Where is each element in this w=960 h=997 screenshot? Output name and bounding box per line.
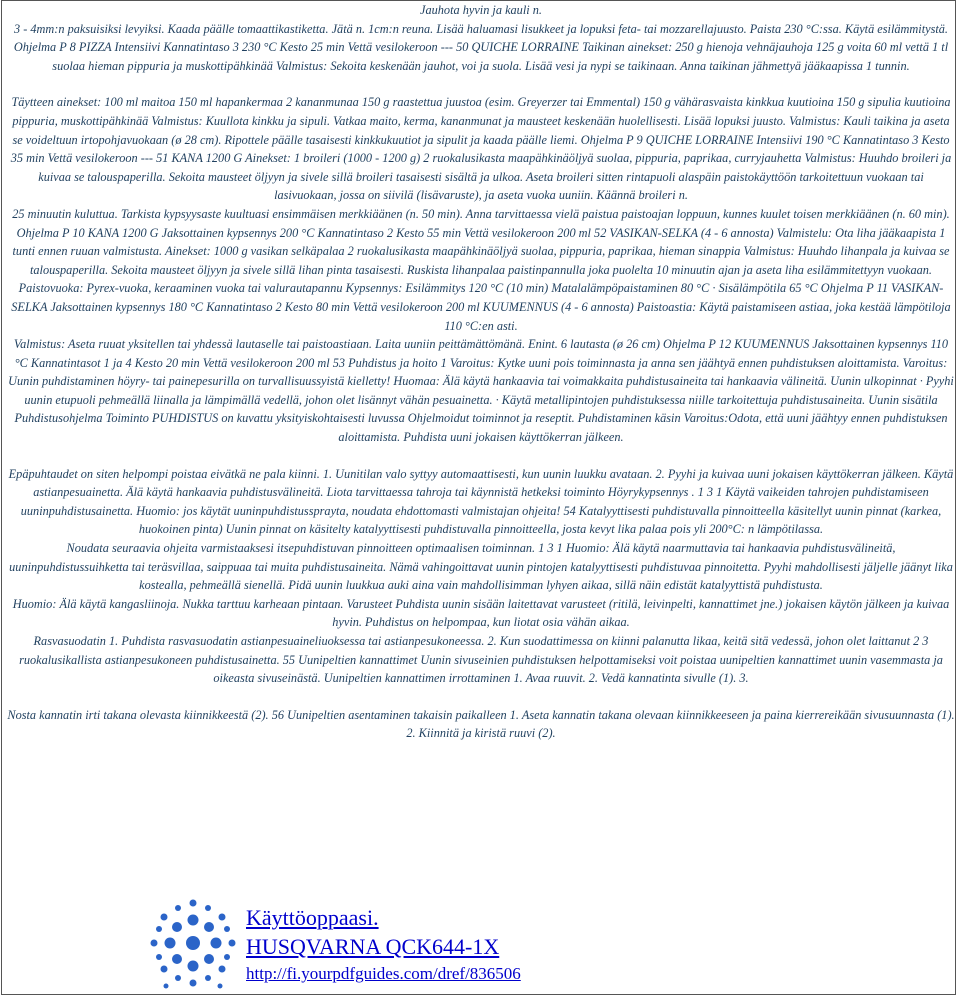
- footer-links: [246, 903, 521, 987]
- paragraph-gap: [6, 447, 956, 465]
- page-frame: [1, 0, 956, 995]
- paragraph-5: Ohjelma P 10 KANA 1200 G Jaksottainen kypsennys 200 °C Kannatintaso 2 Kesto 55 min Vettä vesilokeroon 200 ml 52 VASIKAN-SELKA (4 - 6 annosta) Valmistelu: Ota liha jääkaapista 1 tunti ennen ruuan valmistusta. Ainekset: 1000 g vasikan selkäpalaa 2 ruokalusikasta maapähkinäöljyä suolaa, pippuria, paprikaa, hieman sinappia Valmistus: Huuhdo lihanpala ja kuivaa se talouspaperilla. Sekoita mausteet öljyyn ja sivele sillä lihan pinta tasaisesti. Ruskista lihanpalaa paistinpannulla joka puolelta 10 minuutin ajan ja aseta liha esilämmitettyyn vuokaan. Paistovuoka: Pyrex-vuoka, keraaminen vuoka tai valurautapannu Kypsennys: Esilämmitys 120 °C (10 min) Matalalämpöpaistaminen 80 °C · Sisälämpötila 65 °C Ohjelma P 11 VASIKAN-SELKA Jaksottainen kypsennys 180 °C Kannatintaso 2 Kesto 80 min Vettä vesilokeroon 200 ml KUUMENNUS (4 - 6 annosta) Paistoastia: Käytä paistamiseen astiaa, joka kestää lämpötiloja 110 °C:en asti.: [11, 225, 951, 333]
- paragraph-gap: [6, 688, 956, 706]
- paragraph-2: 3 - 4mm:n paksuisiksi levyiksi. Kaada päälle tomaattikastiketta. Jätä n. 1cm:n reuna. Lisää haluamasi lisukkeet ja lopuksi feta- tai mozzarellajuusto. Paista 230 °C:ssa. Käytä esilämmitystä. Ohjelma P 8 PIZZA Intensiivi Kannatintaso 3 230 °C Kesto 25 min Vettä vesilokeroon --- 50 QUICHE LORRAINE Taikinan ainekset: 250 g hienoja vehnäjauhoja 125 g voita 60 ml vettä 1 tl suolaa hieman pippuria ja muskottipähkinää Valmistus: Sekoita keskenään jauhot, voi ja suola. Lisää vesi ja nypi se taikinaan. Anna taikinan jähmettyä jääkaapissa 1 tunnin.: [13, 21, 949, 73]
- manual-link[interactable]: Käyttöoppaasi.: [246, 905, 379, 930]
- paragraph-7: Epäpuhtaudet on siten helpompi poistaa eivätkä ne pala kiinni. 1. Uunitilan valo syttyy automaattisesti, kun uunin luukku avataan. 2. Pyyhi ja kuivaa uuni jokaisen käyttökerran jälkeen. Käytä astianpesuainetta. Älä käytä hankaavia puhdistusvälineitä. Liota tarvittaessa tahroja tai käynnistä hetkeksi toiminto Höyrykypsennys . 1 3 1 Käytä vaikeiden tahrojen puhdistamiseen uuninpuhdistusainetta. Huomio: jos käytät uuninpuhdistussprayta, noudata ehdottomasti valmistajan ohjeita! 54 Katalyyttisesti puhdistuvalla pinnoitteella käsitellyt uunin pinnat (karkea, huokoinen pinta) Uunin pinnat on käsitelty katalyyttisesti puhdistuvalla pinnoitteella, josta kevyt lika palaa pois yli 200°C: n lämpötilassa.: [8, 466, 954, 537]
- paragraph-3: Täytteen ainekset: 100 ml maitoa 150 ml hapankermaa 2 kananmunaa 150 g raastettua juustoa (esim. Greyerzer tai Emmental) 150 g vähärasvaista kinkkua kuutioina 150 g sipulia kuutioina pippuria, muskottipähkinää Valmistus: Kuullota kinkku ja sipuli. Vatkaa maito, kerma, kananmunat ja mausteet keskenään huolellisesti. Lisää lopuksi juusto. Valmistus: Kauli taikina ja aseta se voideltuun irtopohjavuokaan (ø 28 cm). Ripottele päälle tasaisesti kinkkukuutiot ja sipulit ja kaada päälle liemi. Ohjelma P 9 QUICHE LORRAINE Intensiivi 190 °C Kannatintaso 3 Kesto 35 min Vettä vesilokeroon --- 51 KANA 1200 G Ainekset: 1 broileri (1000 - 1200 g) 2 ruokalusikasta maapähkinäöljyä suolaa, pippuria, paprikaa, curryjauhetta Valmistus: Huuhdo broileri ja kuivaa se talouspaperilla. Sekoita mausteet öljyyn ja sivele sillä broileri tasaisesti sisältä ja ulkoa. Aseta broileri sitten rintapuoli alaspäin paistokäyttöön tarkoitettuun vuokaan tai lasivuokaan, jossa on siivilä (lisävaruste), ja aseta vuoka uuniin. Käännä broileri n.: [10, 95, 952, 203]
- page-footer: [150, 899, 710, 993]
- paragraph-11: Nosta kannatin irti takana olevasta kiinnikkeestä (2). 56 Uunipeltien asentaminen takaisin paikalleen 1. Aseta kannatin takana olevaan kiinnikkeeseen ja paina kierrereikään sivusuunnasta (1). 2. Kiinnitä ja kiristä ruuvi (2).: [7, 707, 955, 741]
- paragraph-gap: [6, 75, 956, 93]
- document-body: [6, 1, 956, 743]
- yourpdfguides-logo-icon: [150, 899, 236, 991]
- paragraph-9: Huomio: Älä käytä kangasliinoja. Nukka tarttuu karheaan pintaan. Varusteet Puhdista uunin sisään laitettavat varusteet (ritilä, leivinpelti, kannattimet jne.) jokaisen käytön jälkeen ja kuivaa hyvin. Puhdistus on helpompaa, kun liotat osia vähän aikaa.: [12, 596, 950, 630]
- guide-url-link[interactable]: http://fi.yourpdfguides.com/dref/836506: [246, 964, 521, 983]
- paragraph-4: 25 minuutin kuluttua. Tarkista kypsyysaste kuultuasi ensimmäisen merkkiäänen (n. 50 min). Anna tarvittaessa vielä paistua paistoajan loppuun, kunnes kuulet toisen merkkiäänen (n. 60 min).: [12, 206, 950, 221]
- paragraph-10: Rasvasuodatin 1. Puhdista rasvasuodatin astianpesuaineliuoksessa tai astianpesukoneessa. 2. Kun suodattimessa on kiinni palanutta likaa, keitä sitä vedessä, johon olet laittanut 2 3 ruokalusikallista astianpesukoneen puhdistusainetta. 55 Uunipeltien kannattimet Uunin sivuseinien puhdistuksen helpottamiseksi voit poistaa uunipeltien kannattimet uunin vasemmasta ja oikeasta sivuseinästä. Uunipeltien kannattimen irrottaminen 1. Avaa ruuvit. 2. Vedä kannatinta sivulle (1). 3.: [19, 634, 943, 686]
- paragraph-1: Jauhota hyvin ja kauli n.: [420, 3, 542, 17]
- paragraph-8: Noudata seuraavia ohjeita varmistaaksesi itsepuhdistuvan pinnoitteen optimaalisen toiminnan. 1 3 1 Huomio: Älä käytä naarmuttavia tai hankaavia puhdistusvälineitä, uuninpuhdistussuihketta tai teräsvillaa, saippuaa tai muita puhdistusaineita. Nämä vahingoittavat uunin pintojen katalyyttisesti puhdistuvaa pinnoitetta. Pyyhi mahdollisesti jäljelle jäänyt lika kostealla, pehmeällä sienellä. Pidä uunin luukkua auki aina vain mahdollisimman lyhyen aikaa, sillä näin edistät katalyyttistä puhdistusta.: [9, 541, 953, 593]
- paragraph-6: Valmistus: Aseta ruuat yksitellen tai yhdessä lautaselle tai paistoastiaan. Laita uuniin peittämättömänä. Enint. 6 lautasta (ø 26 cm) Ohjelma P 12 KUUMENNUS Jaksottainen kypsennys 110 °C Kannatintasot 1 ja 4 Kesto 20 min Vettä vesilokeroon 200 ml 53 Puhdistus ja hoito 1 Varoitus: Kytke uuni pois toiminnasta ja anna sen jäähtyä ennen puhdistuksen aloittamista. Varoitus: Uunin puhdistaminen höyry- tai painepesurilla on turvallisuussyistä kielletty! Huomaa: Älä käytä hankaavia tai voimakkaita puhdistusaineita tai hankaavia välineitä. Uunin ulkopinnat · Pyyhi uunin etupuoli pehmeällä liinalla ja lämpimällä vedellä, johon olet lisännyt vähän pesuainetta. · Käytä metallipintojen puhdistuksessa niille tarkoitettuja puhdistusaineita. Uunin sisätila Puhdistusohjelma Toiminto PUHDISTUS on kuvattu yksityiskohtaisesti luvussa Ohjelmoidut toiminnot ja reseptit. Puhdistaminen käsin Varoitus:Odota, että uuni jäähtyy ennen puhdistuksen aloittamista. Puhdista uuni jokaisen käyttökerran jälkeen.: [8, 337, 954, 445]
- model-link[interactable]: HUSQVARNA QCK644-1X: [246, 934, 500, 959]
